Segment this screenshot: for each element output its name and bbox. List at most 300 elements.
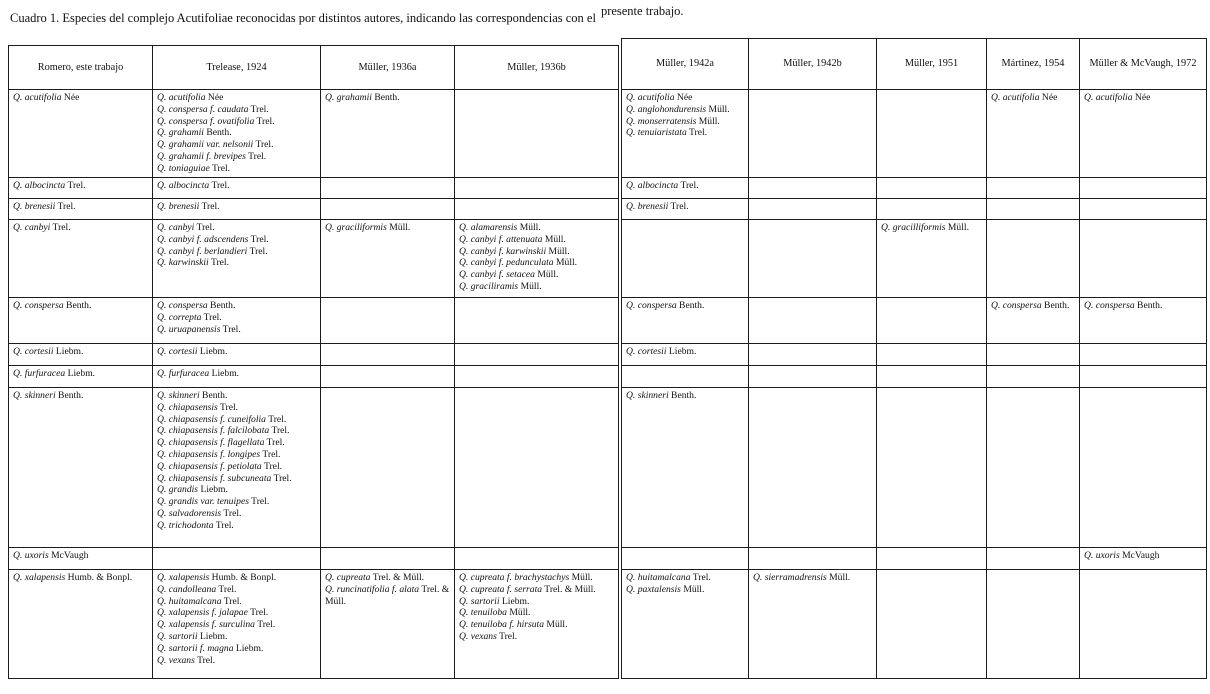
species-name: Q. skinneri — [626, 390, 669, 401]
species-authority: Müll. — [571, 572, 593, 583]
species-line — [626, 180, 744, 192]
species-name: Q. sartorii f. magna — [157, 642, 234, 654]
table-row — [622, 178, 1207, 199]
species-table-right — [621, 38, 1207, 679]
species-line — [157, 324, 316, 336]
species-name: Q. alamarensis — [459, 222, 518, 233]
species-name: Q. cupreata f. brachystachys — [459, 572, 570, 583]
table-cell — [987, 570, 1080, 679]
table-cell — [987, 90, 1080, 178]
species-authority: Née — [207, 92, 224, 103]
species-name: Q. trichodonta — [157, 519, 214, 531]
species-line — [13, 550, 148, 562]
species-line — [157, 139, 316, 151]
table-cell — [877, 388, 987, 548]
table-cell — [987, 548, 1080, 570]
species-authority: Benth. — [679, 300, 705, 311]
table-cell — [9, 548, 153, 570]
caption-raised-text: presente trabajo. — [600, 4, 684, 18]
species-line — [13, 300, 148, 312]
species-line — [157, 584, 316, 596]
species-line — [157, 201, 316, 213]
species-name: Q. paxtalensis — [626, 583, 681, 595]
species-name: Q. cortesii — [13, 346, 54, 357]
species-line — [157, 596, 316, 608]
species-authority: Benth. — [210, 300, 236, 311]
species-authority: Trel. — [196, 222, 215, 233]
table-cell — [622, 220, 749, 298]
column-header: Müller, 1936b — [455, 46, 619, 90]
species-line — [459, 269, 614, 281]
table-cell — [455, 178, 619, 199]
table-cell — [455, 220, 619, 298]
species-line — [626, 127, 744, 139]
species-authority: Müll. — [548, 245, 570, 257]
table-cell — [455, 570, 619, 679]
species-authority: Liebm. — [67, 368, 96, 379]
species-authority: Liebm. — [211, 368, 240, 379]
species-line — [626, 92, 744, 104]
species-authority: Trel. — [692, 572, 711, 583]
species-authority: Née — [63, 92, 80, 103]
species-name: Q. cupreata — [325, 572, 371, 583]
table-cell — [153, 366, 321, 388]
table-cell — [877, 199, 987, 220]
species-line — [157, 346, 316, 358]
species-authority: McVaugh — [1122, 550, 1160, 561]
species-line — [13, 390, 148, 402]
species-authority: Née — [1041, 92, 1058, 103]
table-cell — [987, 388, 1080, 548]
table-row — [622, 344, 1207, 366]
table-cell — [153, 90, 321, 178]
species-authority: Trel. — [52, 222, 71, 233]
species-authority: Trel. — [212, 162, 231, 174]
species-name: Q. sartorii — [157, 630, 198, 642]
table-cell — [877, 220, 987, 298]
species-name: Q. tenuiloba f. hirsuta — [459, 619, 545, 631]
species-line — [626, 390, 744, 402]
species-authority: Trel. — [273, 472, 292, 484]
table-cell — [749, 178, 877, 199]
species-authority: Trel. — [251, 496, 270, 508]
species-name: Q. brenesii — [626, 201, 669, 212]
species-authority: Benth. — [374, 92, 400, 103]
species-line — [459, 222, 614, 234]
species-authority: Liebm. — [55, 346, 84, 357]
table-cell — [1080, 90, 1207, 178]
species-authority: Trel. — [256, 115, 275, 127]
table-cell — [153, 548, 321, 570]
table-cell — [321, 220, 455, 298]
species-name: Q. chiapasensis f. flagellata — [157, 437, 265, 449]
species-authority: Trel. — [210, 257, 229, 269]
species-authority: Müll. — [829, 572, 851, 583]
species-line — [13, 572, 148, 584]
table-cell — [321, 199, 455, 220]
species-line — [13, 222, 148, 234]
species-name: Q. chiapasensis f. falcilobata — [157, 425, 270, 437]
species-line — [626, 300, 744, 312]
species-line — [157, 520, 316, 532]
table-row — [9, 220, 619, 298]
table-cell — [877, 178, 987, 199]
species-name: Q. uxoris — [13, 550, 49, 561]
species-line — [157, 246, 316, 258]
species-name: Q. conspersa — [157, 300, 208, 311]
column-header: Romero, este trabajo — [9, 46, 153, 90]
species-name: Q. acutifolia — [13, 92, 62, 103]
species-name: Q. xalapensis f. jalapae — [157, 607, 248, 619]
species-authority: Née — [1134, 92, 1151, 103]
table-cell — [1080, 548, 1207, 570]
species-name: Q. furfuracea — [157, 368, 210, 379]
species-line — [626, 572, 744, 584]
table-row — [9, 90, 619, 178]
species-name: Q. canbyi — [157, 222, 195, 233]
table-cell — [153, 178, 321, 199]
species-authority: Benth. — [1044, 300, 1070, 311]
species-line — [157, 449, 316, 461]
table-cell — [749, 90, 877, 178]
species-authority: Trel. — [250, 233, 269, 245]
table-cell — [987, 178, 1080, 199]
table-row — [9, 570, 619, 679]
species-name: Q. acutifolia — [991, 92, 1040, 103]
column-header: Müller, 1942a — [622, 39, 749, 90]
species-authority: Liebm. — [235, 642, 264, 654]
species-name: Q. huitamalcana — [626, 572, 691, 583]
species-line — [1084, 300, 1202, 312]
species-authority: Trel. — [57, 201, 76, 212]
species-line — [1084, 92, 1202, 104]
species-line — [626, 104, 744, 116]
species-line — [157, 508, 316, 520]
species-authority: Trel. — [262, 448, 281, 460]
species-name: Q. cupreata f. serrata — [459, 583, 543, 595]
species-line — [13, 368, 148, 380]
species-line — [157, 425, 316, 437]
species-line — [459, 631, 614, 643]
species-authority: Müll. — [519, 222, 541, 233]
table-row — [9, 298, 619, 344]
species-line — [325, 222, 450, 234]
species-authority: Benth. — [206, 127, 232, 139]
species-line — [881, 222, 982, 234]
table-row — [622, 90, 1207, 178]
species-name: Q. acutifolia — [1084, 92, 1133, 103]
species-name: Q. chiapasensis f. subcuneata — [157, 472, 272, 484]
column-header: Müller, 1942b — [749, 39, 877, 90]
table-row — [622, 548, 1207, 570]
species-authority: Müll. — [708, 103, 730, 115]
table-cell — [455, 199, 619, 220]
table-cell — [9, 90, 153, 178]
table-row — [9, 548, 619, 570]
column-header: Trelease, 1924 — [153, 46, 321, 90]
species-line — [157, 312, 316, 324]
species-authority: Trel. — [248, 150, 267, 162]
species-line — [13, 92, 148, 104]
species-authority: Trel. — [197, 654, 216, 666]
table-row — [622, 220, 1207, 298]
species-authority: Müll. — [520, 280, 542, 292]
species-line — [157, 619, 316, 631]
species-authority: Müll. — [544, 233, 566, 245]
species-name: Q. chiapasensis f. cuneifolia — [157, 413, 266, 425]
table-cell — [622, 344, 749, 366]
species-authority: Liebm. — [199, 630, 228, 642]
species-name: Q. furfuracea — [13, 368, 66, 379]
table-cell — [455, 388, 619, 548]
species-name: Q. salvadorensis — [157, 507, 222, 519]
species-name: Q. gracilliformis — [881, 222, 946, 233]
species-name: Q. toniaguiae — [157, 162, 210, 174]
table-cell — [877, 344, 987, 366]
species-authority: Trel. & Müll. — [544, 583, 596, 595]
table-cell — [622, 548, 749, 570]
table-cell — [877, 570, 987, 679]
species-name: Q. skinneri — [13, 390, 56, 401]
table-cell — [321, 548, 455, 570]
species-line — [459, 234, 614, 246]
header-row — [622, 39, 1207, 90]
species-authority: Benth. — [1137, 300, 1163, 311]
species-name: Q. acutifolia — [626, 92, 675, 103]
table-cell — [455, 90, 619, 178]
table-cell — [749, 570, 877, 679]
species-name: Q. huitamalcana — [157, 595, 222, 607]
species-name: Q. canbyi f. berlandieri — [157, 245, 248, 257]
species-name: Q. conspersa f. ovatifolia — [157, 115, 255, 127]
table-cell — [1080, 298, 1207, 344]
table-cell — [321, 366, 455, 388]
species-line — [157, 402, 316, 414]
table-cell — [987, 199, 1080, 220]
species-name: Q. xalapensis — [13, 572, 66, 583]
species-name: Q. conspersa f. caudata — [157, 103, 249, 115]
species-name: Q. grandis — [157, 484, 199, 496]
species-name: Q. grahamii var. nelsonii — [157, 139, 254, 151]
species-authority: Liebm. — [501, 595, 530, 607]
species-authority: Müll. — [509, 607, 531, 619]
species-name: Q. skinneri — [157, 390, 200, 401]
species-authority: Trel. — [67, 180, 86, 191]
species-name: Q. grahamii f. brevipes — [157, 150, 246, 162]
species-line — [157, 572, 316, 584]
species-authority: Trel. — [201, 201, 220, 212]
species-authority: Müll. — [546, 619, 568, 631]
species-name: Q. monserratensis — [626, 115, 697, 127]
table-cell — [987, 366, 1080, 388]
species-line — [459, 281, 614, 293]
species-authority: Müll. — [537, 269, 559, 281]
species-authority: Trel. — [266, 437, 285, 449]
species-name: Q. tenuiloba — [459, 607, 507, 619]
species-line — [753, 572, 872, 584]
species-line — [626, 346, 744, 358]
species-line — [157, 222, 316, 234]
table-cell — [749, 548, 877, 570]
table-cell — [987, 220, 1080, 298]
species-name: Q. anglohondurensis — [626, 103, 707, 115]
species-name: Q. canbyi f. adscendens — [157, 233, 249, 245]
table-row — [9, 366, 619, 388]
column-header: Müller, 1936a — [321, 46, 455, 90]
species-line — [991, 300, 1075, 312]
species-name: Q. albocincta — [157, 180, 210, 191]
table-cell — [321, 344, 455, 366]
species-line — [157, 484, 316, 496]
table-cell — [1080, 344, 1207, 366]
table-row — [622, 388, 1207, 548]
table-cell — [321, 298, 455, 344]
species-line — [325, 92, 450, 104]
table-caption — [10, 4, 684, 26]
species-line — [157, 607, 316, 619]
species-authority: Benth. — [66, 300, 92, 311]
species-line — [157, 473, 316, 485]
table-cell — [9, 220, 153, 298]
table-row — [9, 178, 619, 199]
table-cell — [877, 90, 987, 178]
species-line — [991, 92, 1075, 104]
table-cell — [622, 366, 749, 388]
table-cell — [1080, 388, 1207, 548]
species-name: Q. grandis var. tenuipes — [157, 496, 249, 508]
species-authority: Née — [676, 92, 693, 103]
species-line — [13, 180, 148, 192]
column-header: Mártinez, 1954 — [987, 39, 1080, 90]
species-name: Q. canbyi f. pedunculata — [459, 257, 554, 269]
species-name: Q. runcinatifolia f. alata — [325, 583, 420, 595]
table-cell — [622, 570, 749, 679]
table-row — [622, 366, 1207, 388]
species-authority: Trel. — [220, 401, 239, 413]
caption-main-text: Cuadro 1. Especies del complejo Acutifoliae reconocidas por distintos autores, indicando las correspondencias con el — [10, 11, 596, 25]
species-authority: Müll. — [947, 222, 969, 233]
species-line — [459, 596, 614, 608]
species-line — [157, 496, 316, 508]
species-line — [157, 116, 316, 128]
table-cell — [749, 344, 877, 366]
species-name: Q. correpta — [157, 311, 202, 323]
species-authority: Trel. — [680, 180, 699, 191]
species-line — [459, 257, 614, 269]
species-name: Q. graciliformis — [325, 222, 387, 233]
species-authority: Trel. — [215, 519, 234, 531]
species-name: Q. vexans — [459, 630, 497, 642]
species-line — [157, 437, 316, 449]
species-name: Q. conspersa — [1084, 300, 1135, 311]
table-cell — [153, 388, 321, 548]
species-authority: Trel. — [250, 103, 269, 115]
species-name: Q. grahamii — [325, 92, 372, 103]
species-line — [626, 584, 744, 596]
species-authority: Trel. & Müll. — [325, 583, 450, 607]
species-name: Q. brenesii — [13, 201, 56, 212]
species-name: Q. conspersa — [13, 300, 64, 311]
species-name: Q. grahamii — [157, 127, 204, 139]
species-authority: Trel. — [499, 630, 518, 642]
table-cell — [987, 344, 1080, 366]
species-name: Q. conspersa — [991, 300, 1042, 311]
table-cell — [321, 388, 455, 548]
species-line — [13, 201, 148, 213]
species-authority: Benth. — [671, 390, 697, 401]
table-row — [622, 298, 1207, 344]
species-line — [157, 180, 316, 192]
species-line — [157, 234, 316, 246]
species-line — [157, 368, 316, 380]
species-line — [157, 655, 316, 667]
species-authority: Trel. — [268, 413, 287, 425]
table-cell — [9, 388, 153, 548]
species-line — [157, 414, 316, 426]
species-name: Q. uxoris — [1084, 550, 1120, 561]
species-authority: Trel. — [250, 607, 269, 619]
species-line — [157, 127, 316, 139]
species-authority: Müll. — [389, 222, 411, 233]
table-cell — [749, 366, 877, 388]
species-name: Q. xalapensis f. surculina — [157, 619, 255, 631]
table-cell — [987, 298, 1080, 344]
species-line — [157, 631, 316, 643]
table-cell — [455, 548, 619, 570]
species-name: Q. cortesii — [157, 346, 198, 357]
table-cell — [877, 366, 987, 388]
species-name: Q. albocincta — [626, 180, 679, 191]
table-cell — [749, 298, 877, 344]
species-authority: Trel. — [249, 245, 268, 257]
table-cell — [877, 548, 987, 570]
table-cell — [455, 298, 619, 344]
table-cell — [1080, 199, 1207, 220]
species-authority: Liebm. — [199, 346, 228, 357]
species-line — [325, 572, 450, 584]
table-cell — [749, 220, 877, 298]
species-authority: Humb. & Bonpl. — [67, 572, 133, 583]
species-name: Q. conspersa — [626, 300, 677, 311]
table-cell — [321, 570, 455, 679]
species-line — [459, 607, 614, 619]
species-line — [157, 300, 316, 312]
species-line — [157, 92, 316, 104]
tables-container — [8, 38, 1207, 679]
species-line — [626, 116, 744, 128]
table-cell — [153, 570, 321, 679]
table-row — [9, 344, 619, 366]
species-name: Q. candolleana — [157, 583, 217, 595]
species-line — [459, 246, 614, 258]
species-line — [626, 201, 744, 213]
species-name: Q. chiapasensis f. longipes — [157, 448, 261, 460]
species-authority: Trel. — [223, 595, 242, 607]
table-cell — [321, 178, 455, 199]
table-cell — [153, 344, 321, 366]
species-line — [325, 584, 450, 608]
species-name: Q. sartorii — [459, 595, 500, 607]
species-authority: Müll. — [556, 257, 578, 269]
species-name: Q. canbyi f. attenuata — [459, 233, 543, 245]
species-authority: Trel. — [223, 507, 242, 519]
species-line — [459, 572, 614, 584]
table-cell — [321, 90, 455, 178]
species-name: Q. chiapasensis f. petiolata — [157, 460, 262, 472]
species-line — [157, 257, 316, 269]
species-authority: Liebm. — [200, 484, 228, 496]
species-authority: Müll. — [698, 115, 720, 127]
